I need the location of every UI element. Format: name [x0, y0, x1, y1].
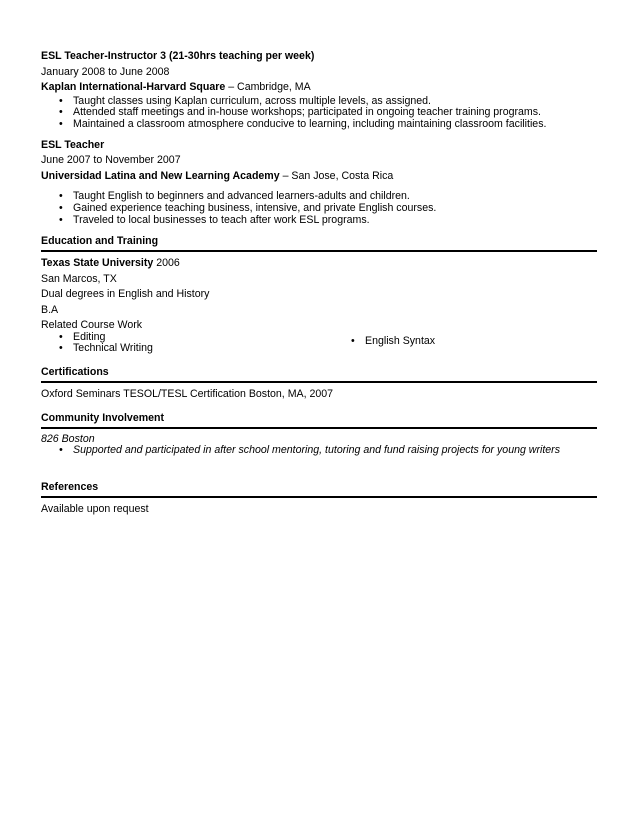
job-location: – Cambridge, MA: [225, 81, 311, 94]
degree-type: B.A: [41, 303, 59, 316]
school-line: [41, 256, 597, 272]
section-heading: Community Involvement: [41, 412, 165, 425]
section-divider: [41, 381, 597, 383]
community-list: [41, 445, 597, 457]
list-item: • Maintained a classroom atmosphere conducive to learning, including maintaining classroom facilities.: [59, 117, 547, 130]
job-entry-universidad: [41, 138, 597, 227]
section-divider: [41, 496, 597, 498]
bullet-icon: •: [351, 334, 355, 347]
bullet-icon: •: [59, 94, 63, 107]
school-location: San Marcos, TX: [41, 272, 117, 285]
section-divider: [41, 427, 597, 429]
certifications-section: [41, 365, 597, 403]
job-duties-list: [41, 96, 597, 131]
section-heading: Certifications: [41, 365, 109, 378]
job-employer-line: [41, 169, 597, 185]
coursework-list-left: [41, 332, 153, 355]
resume-page: [41, 49, 597, 517]
certification-text: Oxford Seminars TESOL/TESL Certification Boston, MA, 2007: [41, 387, 334, 400]
bullet-icon: •: [59, 444, 63, 457]
organization-name: 826 Boston: [41, 433, 95, 446]
job-dates: January 2008 to June 2008: [41, 65, 170, 78]
job-employer: Universidad Latina and New Learning Academy: [41, 169, 280, 182]
section-divider: [41, 250, 597, 252]
job-employer-line: [41, 80, 597, 96]
references-section: [41, 480, 597, 518]
list-item: • Attended staff meetings and in-house workshops; participated in ongoing teacher training programs.: [59, 106, 541, 119]
job-title: ESL Teacher-Instructor 3 (21-30hrs teaching per week): [41, 50, 315, 62]
bullet-icon: •: [59, 190, 63, 203]
section-heading: Education and Training: [41, 235, 159, 248]
job-duties-list: [41, 191, 597, 226]
list-item: • Supported and participated in after school mentoring, tutoring and fund raising projects for young writers: [59, 444, 561, 457]
coursework-columns: [41, 332, 597, 356]
degree-description: Dual degrees in English and History: [41, 288, 210, 301]
community-section: [41, 411, 597, 457]
job-employer: Kaplan International-Harvard Square: [41, 81, 226, 94]
list-item: • Technical Writing: [59, 342, 153, 355]
bullet-icon: •: [59, 342, 63, 355]
job-dates: June 2007 to November 2007: [41, 154, 181, 167]
list-item: • Gained experience teaching business, intensive, and private English courses.: [59, 201, 437, 214]
coursework-label: Related Course Work: [41, 318, 143, 331]
job-title: ESL Teacher: [41, 138, 105, 151]
bullet-icon: •: [59, 330, 63, 343]
list-item: • Taught English to beginners and advanced learners-adults and children.: [59, 190, 410, 203]
list-item: • Taught classes using Kaplan curriculum, across multiple levels, as assigned.: [59, 94, 432, 107]
list-item: • Editing: [59, 330, 106, 343]
coursework-list-right: [333, 336, 435, 348]
references-text: Available upon request: [41, 502, 149, 515]
bullet-icon: •: [59, 201, 63, 214]
education-section: [41, 234, 597, 355]
bullet-icon: •: [59, 106, 63, 119]
section-heading: References: [41, 480, 99, 493]
bullet-icon: •: [59, 213, 63, 226]
graduation-year: 2006: [153, 257, 180, 270]
job-location: – San Jose, Costa Rica: [279, 169, 394, 182]
school-name: Texas State University: [41, 257, 154, 270]
list-item: • Traveled to local businesses to teach after work ESL programs.: [59, 213, 370, 226]
list-item: • English Syntax: [351, 334, 436, 347]
job-entry-kaplan: [41, 49, 597, 131]
bullet-icon: •: [59, 117, 63, 130]
